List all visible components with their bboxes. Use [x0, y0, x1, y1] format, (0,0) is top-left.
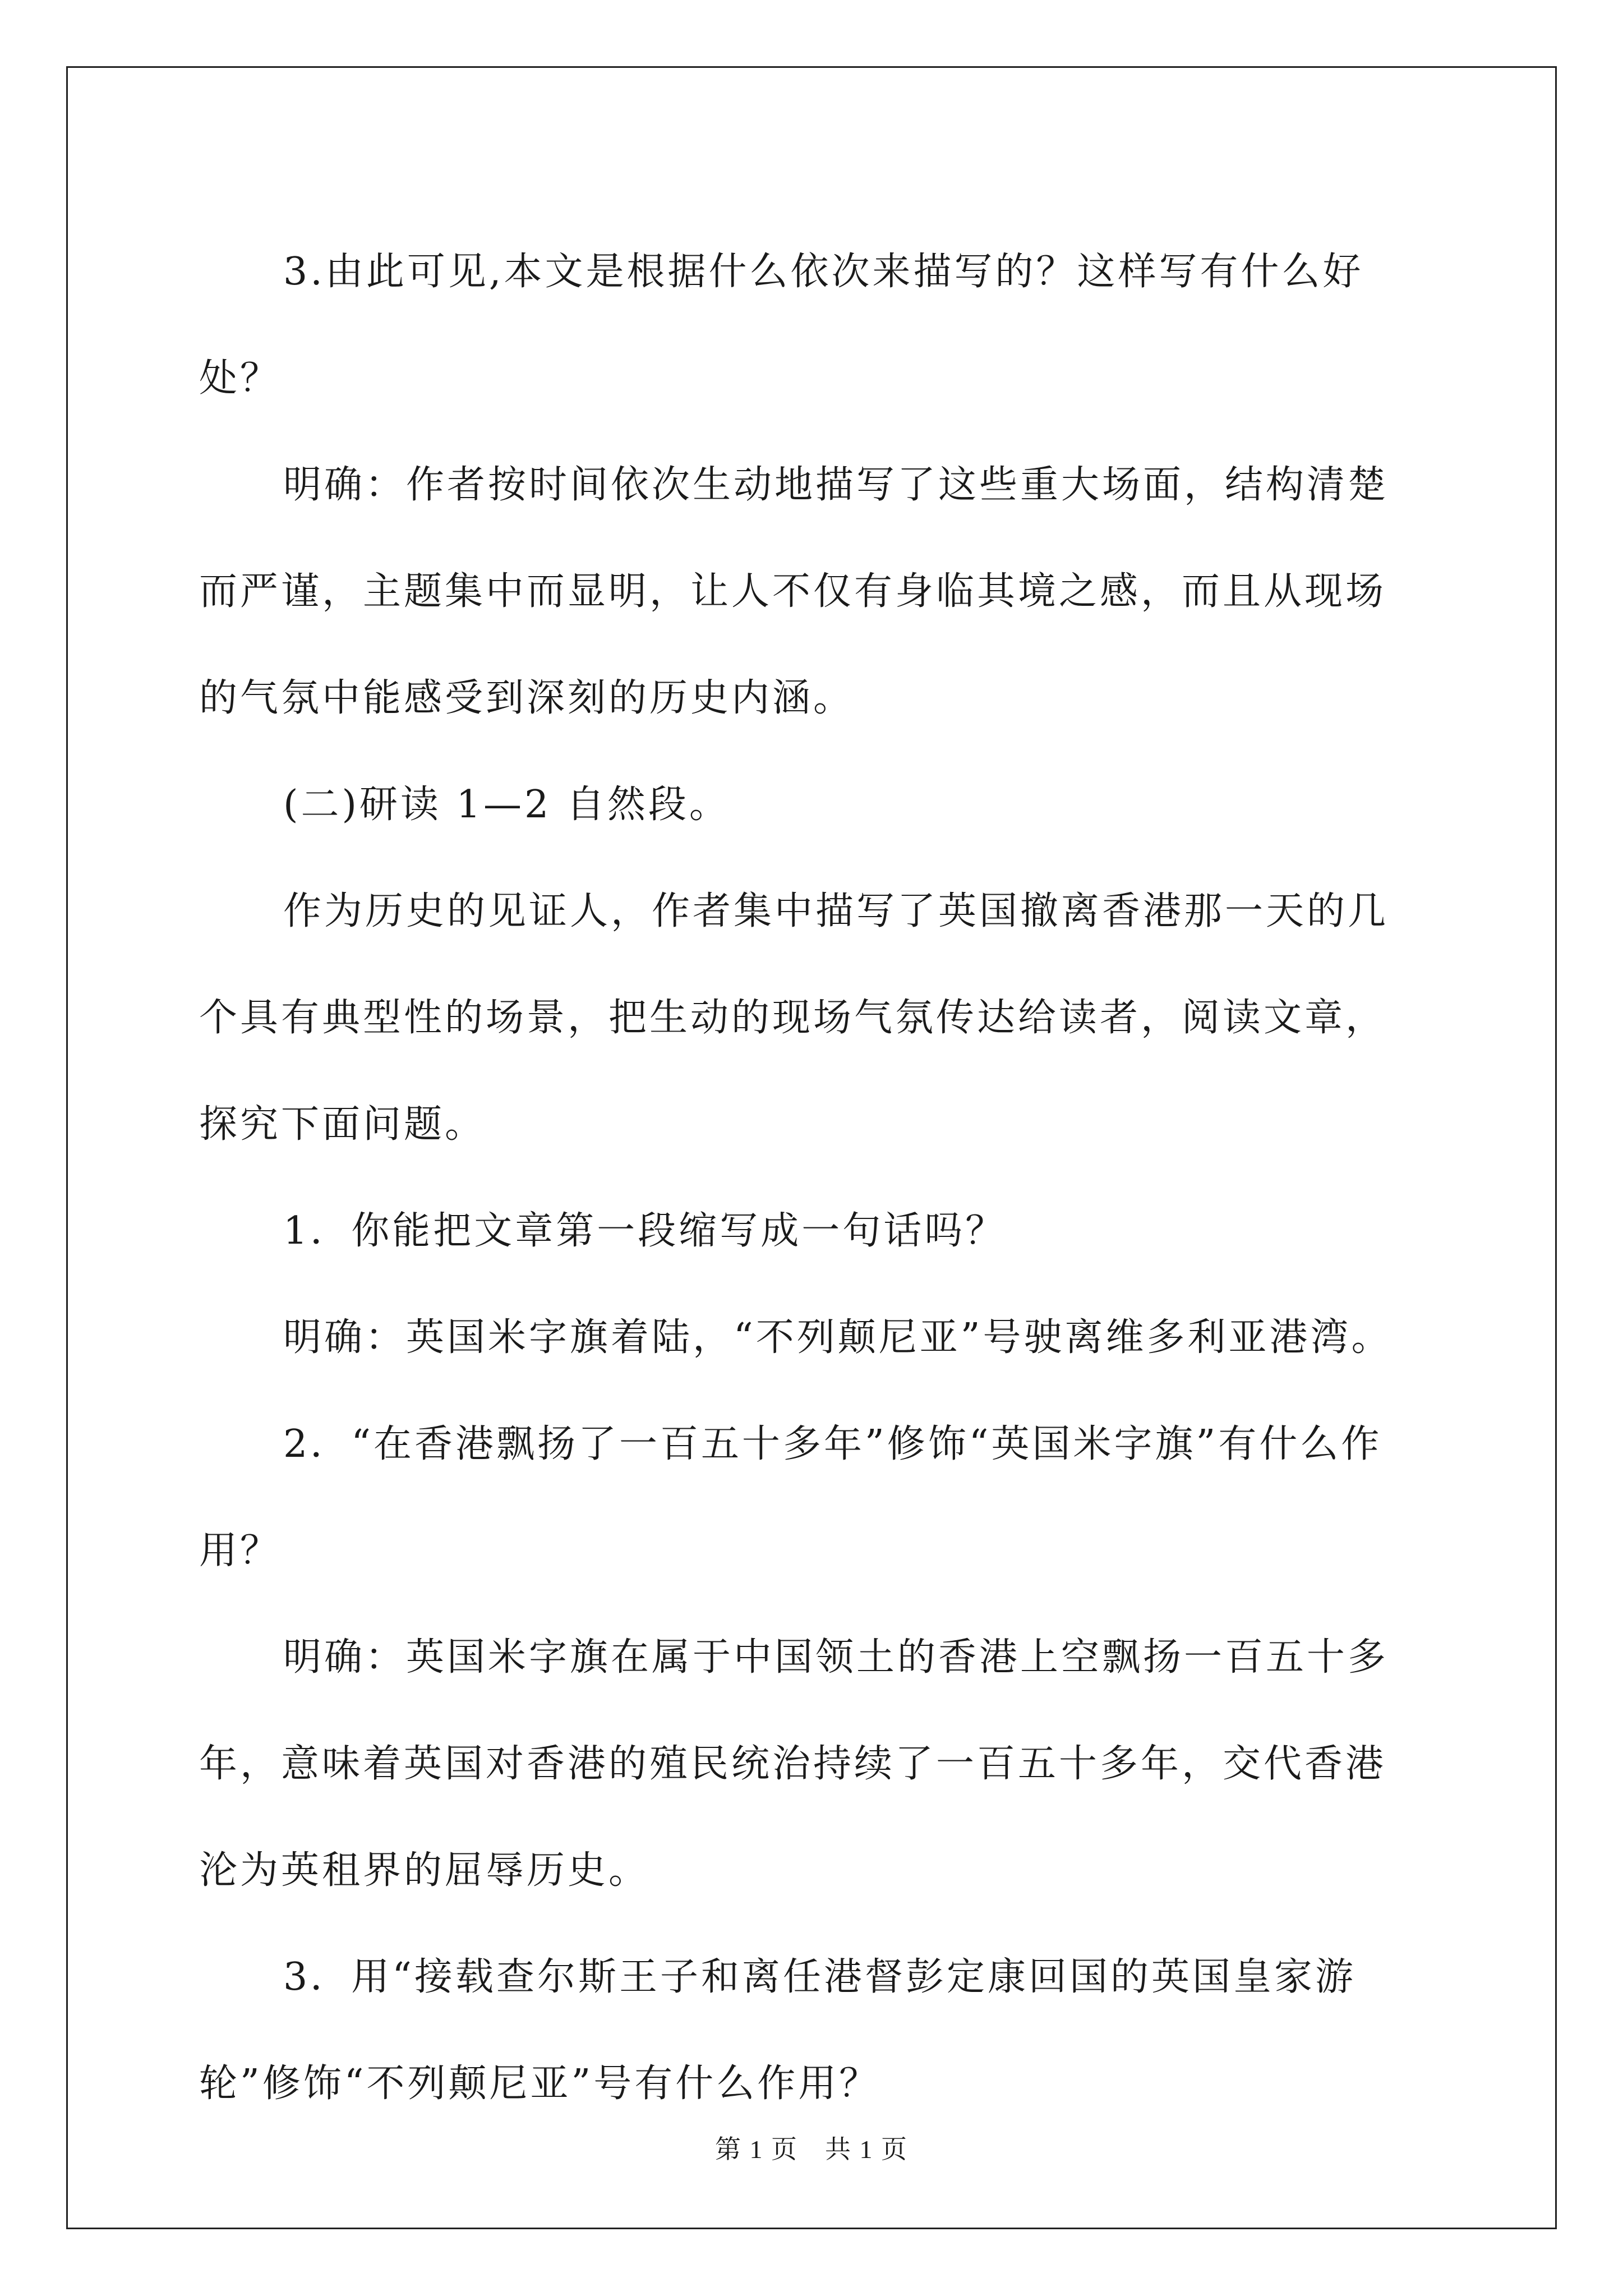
paragraph-answer-1: 明确：英国米字旗着陆，“不列颠尼亚”号驶离维多利亚港湾。	[283, 1315, 1393, 1360]
paragraph-answer-2: 明确：英国米字旗在属于中国领土的香港上空飘扬一百五十多年，意味着英国对香港的殖民统治持续了一百五十多年，交代香港沦为英租界的屈辱历史。	[199, 1635, 1389, 1893]
paragraph-study-intro: 作为历史的见证人，作者集中描写了英国撤离香港那一天的几个具有典型性的场景，把生动的现场气氛传达给读者，阅读文章，探究下面问题。	[199, 889, 1389, 1147]
paragraph-question-3-intro: 3.由此可见,本文是根据什么依次来描写的？这样写有什么好处？	[199, 250, 1364, 401]
paragraph-question-2: 2．“在香港飘扬了一百五十多年”修饰“英国米字旗”有什么作用？	[199, 1422, 1382, 1573]
page-number-footer: 第 1 页 共 1 页	[715, 2135, 908, 2164]
paragraph-question-1: 1．你能把文章第一段缩写成一句话吗？	[283, 1209, 1007, 1253]
section-heading-study-1-2: (二)研读 1—2 自然段。	[283, 783, 730, 827]
paragraph-answer-structure: 明确：作者按时间依次生动地描写了这些重大场面，结构清楚而严谨，主题集中而显明，让人不仅有身临其境之感，而且从现场的气氛中能感受到深刻的历史内涵。	[199, 463, 1389, 720]
document-body	[199, 219, 1424, 2137]
paragraph-question-3: 3．用“接载查尔斯王子和离任港督彭定康回国的英国皇家游轮”修饰“不列颠尼亚”号有什么作用？	[199, 1955, 1357, 2106]
